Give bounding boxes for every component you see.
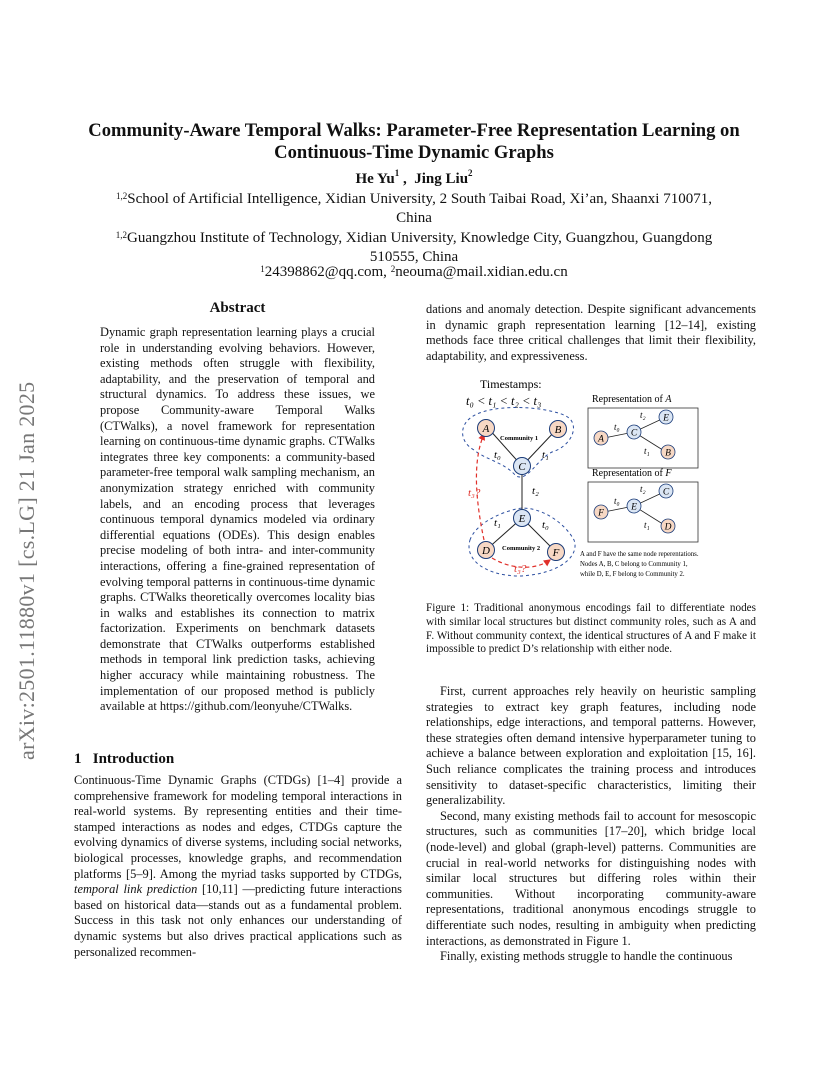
email1-sup: 1 [260,264,265,274]
paper-title [70,120,758,164]
aff2-sup-2: ,2 [120,230,127,240]
edge-label-t0-ef: t₀ [542,519,549,531]
edge-label-t3q-left: t₃? [468,487,481,499]
email-line [80,263,748,282]
svg-text:B: B [665,448,671,459]
figure-1 [456,372,746,596]
author-1-sup: 1 [394,168,400,178]
arxiv-stamp: arXiv:2501.11880v1 [cs.LG] 21 Jan 2025 [14,381,39,760]
aff1-sup: 1 [116,191,121,201]
affiliation-2 [80,229,748,266]
figure-note-line-3: while D, E, F belong to Community 2. [580,571,685,578]
community-1-label: Community 1 [500,435,539,442]
svg-text:F: F [598,508,604,519]
author-list [70,168,758,188]
figure-timestamps-label: Timestamps: [480,377,542,391]
edge-label-t0-ac: t₀ [494,449,501,461]
caption-text: Traditional anonymous encodings fail to differentiate nodes with similar local structures but distinct community roles, such as A and F. Without community context, the identical structures of A and F make it impossible to predict D’s relationship with either node. [426,602,756,656]
email-2[interactable]: neouma@mail.xidian.edu.cn [395,264,568,280]
node-c-label: C [518,461,526,473]
title-line-1: Community-Aware Temporal Walks: Parameter-Free Representation Learning on [88,120,740,141]
aff1-line-1: School of Artificial Intelligence, Xidian University, 2 South Taibai Road, Xi’an, Shaanxi 710071, [127,191,712,207]
node-b-label: B [554,424,562,436]
email-1[interactable]: 24398862@qq.com, [264,264,391,280]
node-d-label: D [482,545,490,557]
caption-label: Figure 1: [426,602,470,614]
community-2-label: Community 2 [502,545,541,552]
right-column-paragraph-0: dations and anomaly detection. Despite significant advancements in dynamic graph representation learning [12–14], existing methods face three critical challenges that limit their flexibility, adaptability, and expressiveness. [426,302,756,363]
section-heading-introduction: 1 Introduction [74,751,175,767]
email2-sup: 2 [390,264,396,274]
abstract-heading: Abstract [209,300,266,316]
svg-text:E: E [663,413,669,424]
intro-p1-part-b: [10,11] —predicting future interactions based on historical data—stands out as a fundamental problem. Success in this task not only enhances our understanding of dynamic systems but also drives practical applications such as personalized recommen- [74,882,402,959]
svg-text:E: E [631,502,637,513]
introduction-paragraph-1 [74,773,402,960]
aff2-line-2: 510555, China [369,248,459,265]
right-column-paragraph-1: First, current approaches rely heavily on heuristic sampling strategies to extract key graph features, including node relationships, edge interactions, and temporal patterns. However, these strategies often demand intensive hyperparameter tuning to achieve a balance between exploration and exploitation [15, 16]. Such reliance complicates the training process and introduces sensitivity to dataset-specific characteristics, limiting their generalizability. [426,684,756,808]
edge-label-t1-ed: t₁ [494,517,501,529]
svg-text:t₂: t₂ [640,410,646,420]
abstract-body: Dynamic graph representation learning plays a crucial role in understanding evolving behaviors. However, existing methods often struggle with flexibility, adaptability, and the preservation of temporal and structural dynamics. To address these issues, we propose Community-aware Temporal Walks (CTWalks), a novel framework for representation learning on continuous-time dynamic graphs. CTWalks integrates three key components: a community-based parameter-free temporal walk sampling mechanism, an anonymization strategy enriched with community labels, and an encoding process that leverages continuous temporal dynamics modeled via ordinary differential equations (ODEs). This design enables precise modeling of both intra- and inter-community interactions, offering a fine-grained representation of evolving temporal patterns in continuous-time dynamic graphs. CTWalks theoretically overcomes locality bias in walks and establishes its connection to matrix factorization. Experiments on benchmark datasets demonstrate that CTWalks outperforms established methods in temporal link prediction tasks, achieving higher accuracy while maintaining robustness. The implementation of our proposed method is publicly available at https://github.com/leonyuhe/CTWalks. [100,325,375,714]
author-2: Jing Liu [414,171,469,187]
author-separator: , [399,171,415,187]
right-column-paragraph-3: Finally, existing methods struggle to handle the continuous [440,949,733,964]
node-f-label: F [552,547,560,559]
author-1: He Yu [355,171,395,187]
edge-label-t2-ce: t₂ [532,485,539,497]
intro-p1-emphasis: temporal link prediction [74,882,198,897]
figure-note-line-2: Nodes A, B, C belong to Community 1, [580,561,688,568]
aff2-sup: 1 [115,230,121,240]
svg-text:D: D [664,522,672,533]
svg-text:C: C [630,428,638,439]
right-column-paragraph-2: Second, many existing methods fail to account for mesoscopic structures, such as communities [17–20], which bridge local (node-level) and global (graph-level) patterns. Communities are crucial in real-world networks for distinguishing nodes with similar local structures but differing roles within their communities. Without incorporating community-aware representations, traditional anonymous encodings struggle to differentiate such nodes, resulting in ambiguity when predicting interactions, as demonstrated in Figure 1. [426,808,756,948]
svg-text:t₀: t₀ [614,422,620,432]
author-2-sup: 2 [468,168,473,178]
node-a-label: A [482,423,490,435]
rep-a-label: Representation of A [592,394,672,405]
intro-p1-part-a: Continuous-Time Dynamic Graphs (CTDGs) [1–4] provide a comprehensive framework for modeling temporal interactions in real-world systems. By representing entities and their time-stamped interactions as nodes and edges, CTDGs capture the evolving dynamics of diverse systems, including social networks, biological processes, knowledge graphs, and recommendation platforms [5–9]. Among the myriad tasks supported by CTDGs, [74,773,402,881]
svg-text:t₁: t₁ [644,520,650,530]
svg-text:t₂: t₂ [640,484,646,494]
edge-label-t1-bc: t₁ [542,449,549,461]
svg-text:t₁: t₁ [644,446,650,456]
edge-label-t3q-bottom: t₃? [514,563,527,575]
title-line-2: Continuous-Time Dynamic Graphs [274,142,554,163]
svg-text:t₀: t₀ [614,496,620,506]
svg-text:C: C [662,487,670,498]
right-column-body [426,684,756,965]
node-e-label: E [518,513,526,525]
aff1-line-2: China [396,209,432,226]
aff2-line-1: Guangzhou Institute of Technology, Xidian University, Knowledge City, Guangzhou, Guangdong [127,230,713,246]
svg-text:A: A [598,434,604,445]
affiliation-1 [80,190,748,227]
figure-1-caption [426,602,756,657]
figure-timestamps-order: t₀ < t₁ < t₂ < t₃ [466,394,542,408]
rep-f-label: Representation of F [592,468,672,479]
figure-note-line-1: A and F have the same node reperentations. [580,551,699,558]
aff1-sup-2: ,2 [120,191,128,201]
